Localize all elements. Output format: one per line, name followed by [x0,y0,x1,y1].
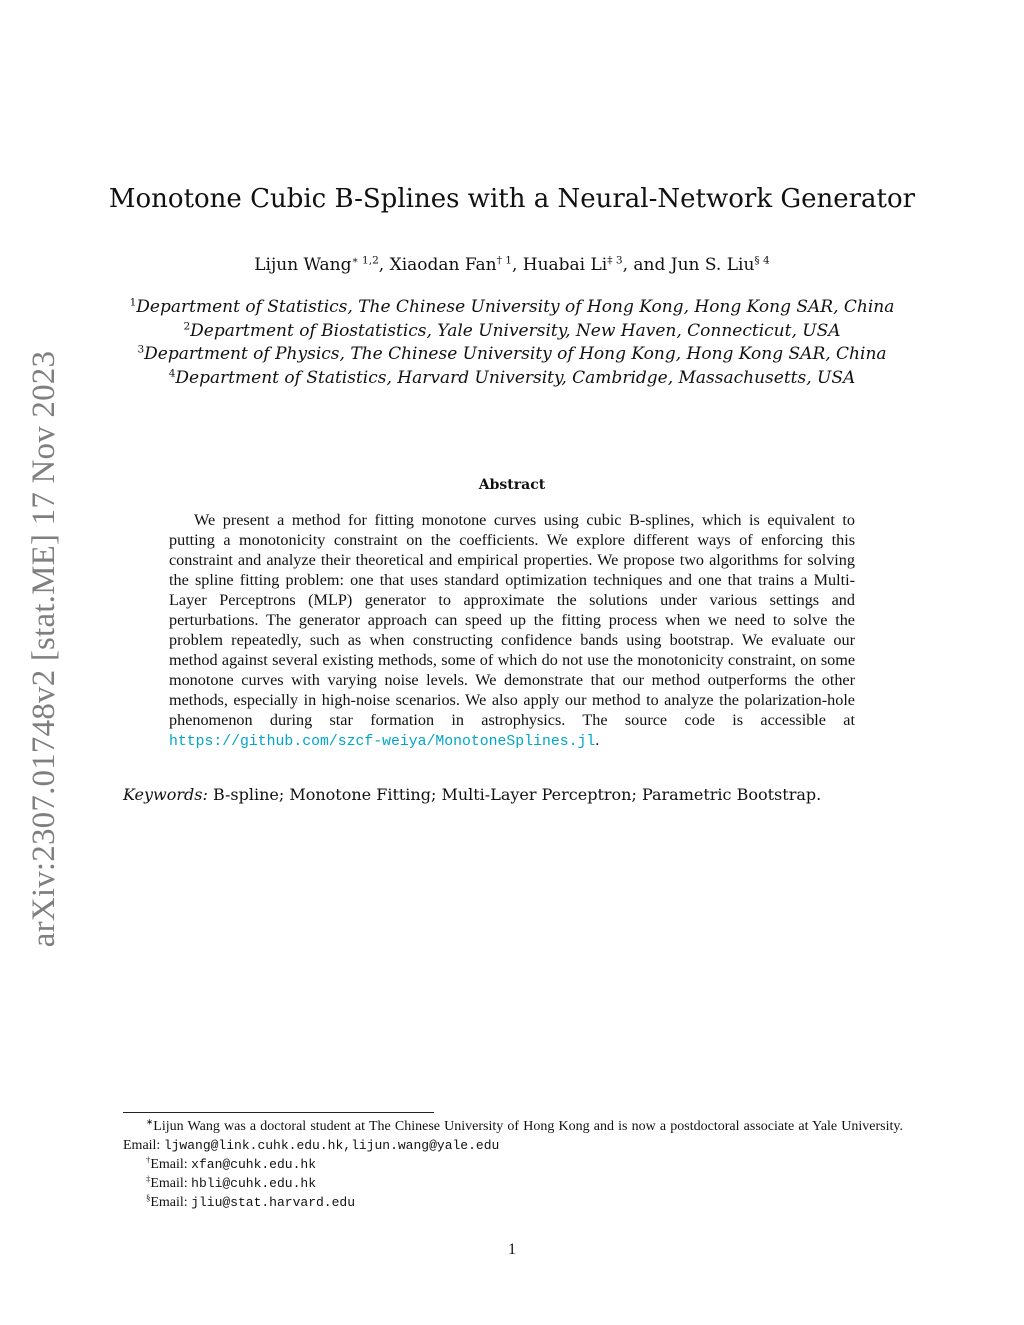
paper-title: Monotone Cubic B-Splines with a Neural-Network Generator [108,184,916,214]
footnote-mark: ‡ [146,1173,151,1184]
footnote-email[interactable]: hbli@cuhk.edu.hk [191,1176,316,1191]
affiliation-text: Department of Physics, The Chinese University of Hong Kong, Hong Kong SAR, China [144,344,887,364]
keywords-text: B-spline; Monotone Fitting; Multi-Layer Perceptron; Parametric Bootstrap. [212,785,822,804]
source-code-link[interactable]: https://github.com/szcf-weiya/MonotoneSplines.jl [169,734,596,750]
affiliation-text: Department of Statistics, The Chinese University of Hong Kong, Hong Kong SAR, China [136,297,895,317]
keywords [123,784,883,806]
footnote-label: Email: [150,1157,192,1172]
footnotes [123,1117,903,1212]
arxiv-stamp-text: arXiv:2307.01748v2 [stat.ME] 17 Nov 2023 [26,350,62,948]
author-name: Huabai Li [522,255,608,275]
abstract-heading: Abstract [478,477,546,493]
footnote-mark: § [146,1192,151,1203]
abstract-text: We present a method for fitting monotone curves using cubic B-splines, which is equivalent to putting a monotonicity constraint on the coefficients. We explore different ways of enforcing this constraint and analyze their theoretical and empirical properties. We propose two algorithms for solving the spline fitting problem: one that uses standard optimization techniques and one that trains a Multi-Layer Perceptrons (MLP) generator to approximate the solutions under various settings and perturbations. The generator approach can speed up the fitting process when we need to solve the problem repeatedly, such as when constructing confidence bands using bootstrap. We evaluate our method against several existing methods, some of which do not use the monotonicity constraint, on some monotone curves with varying noise levels. We demonstrate that our method outperforms the other methods, especially in high-noise scenarios. We also apply our method to analyze the polarization-hole phenomenon during star formation in astrophysics. The source code is accessible at [169,511,855,729]
affiliation-mark: 3 [137,343,145,356]
footnote-email[interactable]: lijun.wang@yale.edu [351,1138,500,1153]
footnote-mark: † [146,1154,151,1165]
footnote-text: Lijun Wang was a doctoral student at The Chinese University of Hong Kong and is now a postdoctoral associate at Yale University. Email: [123,1119,903,1153]
affiliation-text: Department of Statistics, Harvard University, Cambridge, Massachusetts, USA [175,367,856,388]
author-separator: , and [622,255,671,275]
affiliation [110,296,914,320]
footnote-label: Email: [150,1195,192,1210]
footnote [123,1174,903,1193]
footnote [123,1155,903,1174]
footnote-email[interactable]: jliu@stat.harvard.edu [191,1195,355,1210]
author-separator: , [378,255,390,275]
affiliation-mark: 2 [183,319,191,332]
arxiv-stamp [25,341,63,957]
footnote-email[interactable]: xfan@cuhk.edu.hk [191,1157,316,1172]
keywords-label: Keywords: [123,785,208,804]
footnote-label: Email: [150,1176,192,1191]
footnote-separator: , [343,1138,352,1153]
footnote-email[interactable]: ljwang@link.cuhk.edu.hk [163,1138,344,1153]
affiliation [110,367,914,391]
author-line [120,253,904,277]
footnote [123,1193,903,1212]
affiliation-mark: 1 [129,296,137,309]
author-name: Lijun Wang [254,255,352,275]
footnote [123,1117,903,1155]
author-marks: † 1 [496,254,512,267]
abstract-end: . [595,731,600,749]
abstract-body [169,510,855,752]
author-name: Jun S. Liu [670,255,755,275]
affiliation-mark: 4 [168,366,176,379]
affiliation-text: Department of Biostatistics, Yale University, New Haven, Connecticut, USA [190,320,841,341]
page-number: 1 [508,1241,516,1258]
author-separator: , [511,255,523,275]
author-marks: ‡ 3 [607,254,623,267]
author-marks: § 4 [754,254,770,267]
footnote-rule [123,1112,434,1113]
author-marks: ∗ 1,2 [351,254,379,267]
affiliation [110,320,914,344]
affiliation [110,343,914,367]
author-name: Xiaodan Fan [389,255,497,275]
footnote-mark: ∗ [146,1116,154,1127]
affiliations [110,296,914,390]
